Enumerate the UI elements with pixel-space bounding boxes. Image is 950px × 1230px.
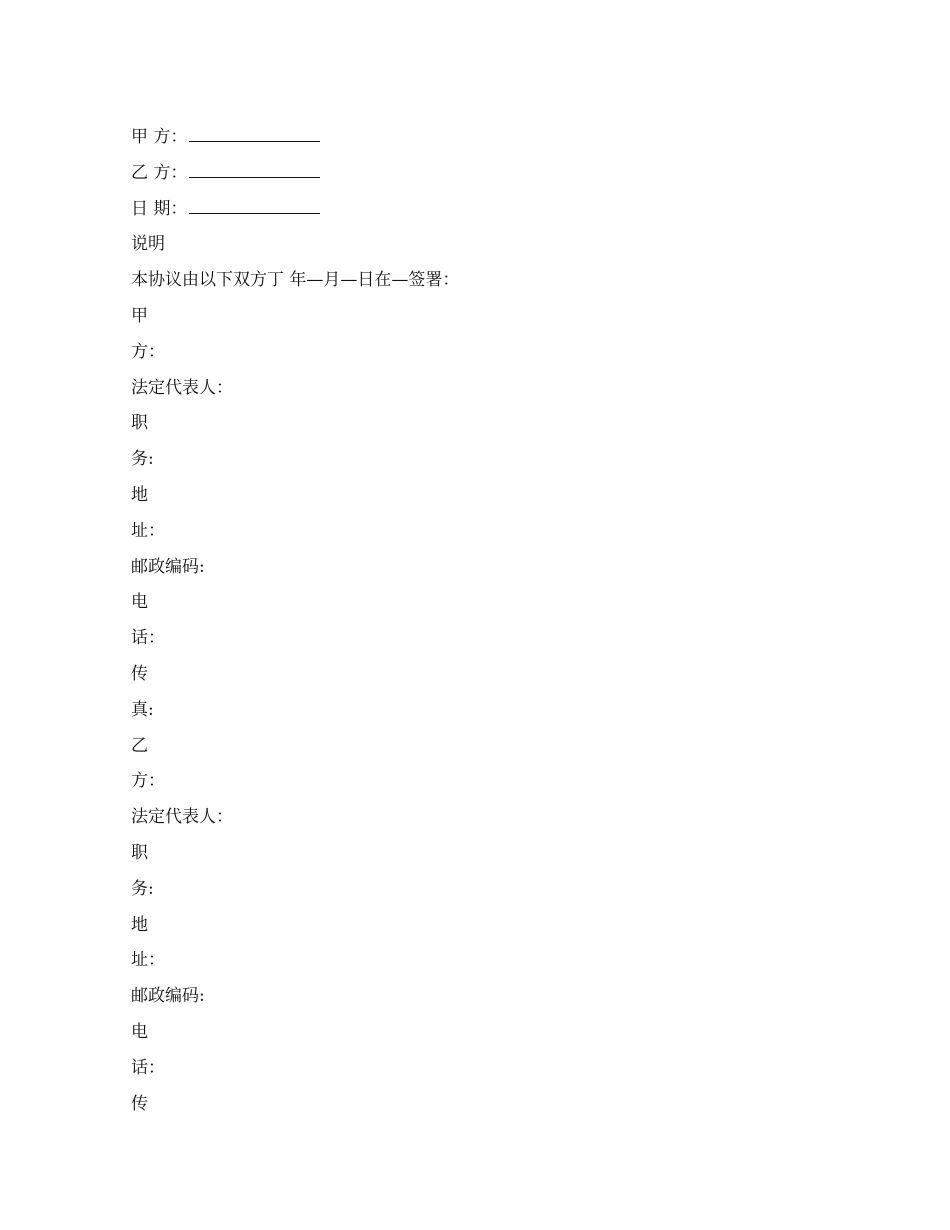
text-line: 传: [131, 1093, 148, 1114]
date-line: [131, 194, 891, 230]
party-b-label: 乙 方：: [131, 162, 188, 183]
text-line: 法定代表人：: [131, 807, 233, 828]
text-line: 职: [131, 842, 148, 863]
text-line: 电: [131, 1021, 148, 1042]
text-line: 电: [131, 592, 148, 613]
text-line: 传: [131, 663, 148, 684]
text-line: 务:: [131, 449, 154, 470]
text-line: 法定代表人：: [131, 377, 233, 398]
text-line: 地: [131, 914, 148, 935]
text-line: 话：: [131, 1057, 165, 1078]
party-a-label: 甲 方：: [131, 127, 188, 147]
date-blank: [189, 194, 320, 214]
text-line: 邮政编码:: [131, 556, 205, 577]
text-line: 乙: [131, 735, 148, 756]
text-line: 方：: [131, 771, 165, 792]
text-line: 方：: [131, 341, 165, 362]
text-line: 甲: [131, 305, 148, 326]
text-line: 务:: [131, 878, 154, 899]
text-line: 职: [131, 413, 148, 434]
party-a-line: [131, 122, 891, 158]
text-line: 话：: [131, 628, 165, 649]
party-a-blank: [189, 122, 320, 142]
party-b-line: [131, 158, 891, 194]
text-line: 说明: [131, 234, 165, 255]
text-line: 邮政编码:: [131, 986, 205, 1007]
date-label: 日 期：: [131, 198, 188, 219]
text-line: 真:: [131, 699, 154, 720]
text-line: 址：: [131, 520, 165, 541]
document-page: [131, 122, 891, 1124]
text-line: 地: [131, 484, 148, 505]
text-line: 址：: [131, 950, 165, 971]
text-line: 本协议由以下双方丁 年—月—日在—签署：: [131, 270, 460, 291]
party-b-blank: [189, 158, 320, 178]
